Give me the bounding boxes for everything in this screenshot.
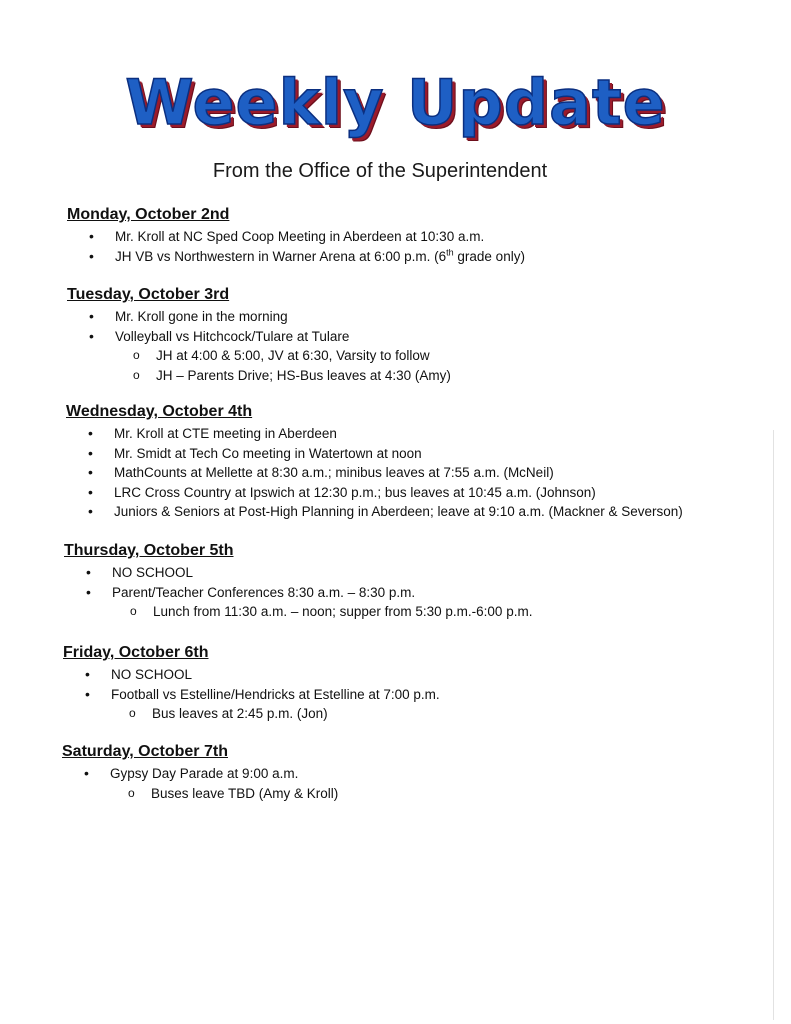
day-heading: Monday, October 2nd	[67, 206, 230, 223]
sub-list-item: o Bus leaves at 2:45 p.m. (Jon)	[63, 704, 440, 724]
list-item: • Football vs Estelline/Hendricks at Estelline at 7:00 p.m.	[63, 685, 440, 705]
list-item: • Volleyball vs Hitchcock/Tulare at Tulare	[67, 327, 451, 347]
list-item: • NO SCHOOL	[64, 563, 532, 583]
day-section-saturday	[62, 742, 338, 803]
list-item: • Mr. Kroll gone in the morning	[67, 307, 451, 327]
day-heading: Friday, October 6th	[63, 644, 209, 661]
day-heading: Saturday, October 7th	[62, 743, 228, 760]
day-section-friday	[63, 643, 440, 724]
list-item: • MathCounts at Mellette at 8:30 a.m.; minibus leaves at 7:55 a.m. (McNeil)	[66, 463, 683, 483]
sub-list-item: o JH at 4:00 & 5:00, JV at 6:30, Varsity to follow	[67, 346, 451, 366]
list-item: • Gypsy Day Parade at 9:00 a.m.	[62, 764, 338, 784]
day-item-list	[67, 307, 451, 385]
document-title	[0, 66, 791, 139]
list-item: • Mr. Smidt at Tech Co meeting in Watertown at noon	[66, 444, 683, 464]
list-item: • LRC Cross Country at Ipswich at 12:30 p.m.; bus leaves at 10:45 a.m. (Johnson)	[66, 483, 683, 503]
list-item: • Juniors & Seniors at Post-High Planning in Aberdeen; leave at 9:10 a.m. (Mackner & Severson)	[66, 502, 683, 522]
day-section-thursday	[64, 541, 532, 622]
day-item-list	[66, 424, 683, 522]
list-item: • NO SCHOOL	[63, 665, 440, 685]
day-section-wednesday	[66, 402, 683, 522]
day-heading: Tuesday, October 3rd	[67, 286, 230, 303]
day-heading: Thursday, October 5th	[64, 542, 234, 559]
day-item-list	[64, 563, 532, 622]
list-item: • Parent/Teacher Conferences 8:30 a.m. – 8:30 p.m.	[64, 583, 532, 603]
day-item-list	[63, 665, 440, 724]
list-item: • Mr. Kroll at NC Sped Coop Meeting in Aberdeen at 10:30 a.m.	[67, 227, 525, 247]
sub-list-item: o Buses leave TBD (Amy & Kroll)	[62, 784, 338, 804]
document-subtitle: From the Office of the Superintendent	[212, 160, 548, 182]
day-heading: Wednesday, October 4th	[66, 403, 253, 420]
sub-list-item: o JH – Parents Drive; HS-Bus leaves at 4:30 (Amy)	[67, 366, 451, 386]
day-section-tuesday	[67, 285, 451, 385]
day-item-list	[62, 764, 338, 803]
document-title-text: Weekly Update	[125, 66, 666, 139]
scan-edge-line	[773, 430, 774, 1020]
list-item: • Mr. Kroll at CTE meeting in Aberdeen	[66, 424, 683, 444]
day-section-monday	[67, 205, 525, 266]
day-item-list	[67, 227, 525, 266]
list-item: • JH VB vs Northwestern in Warner Arena at 6:00 p.m. (6th grade only)	[67, 247, 525, 267]
sub-list-item: o Lunch from 11:30 a.m. – noon; supper from 5:30 p.m.-6:00 p.m.	[64, 602, 532, 622]
